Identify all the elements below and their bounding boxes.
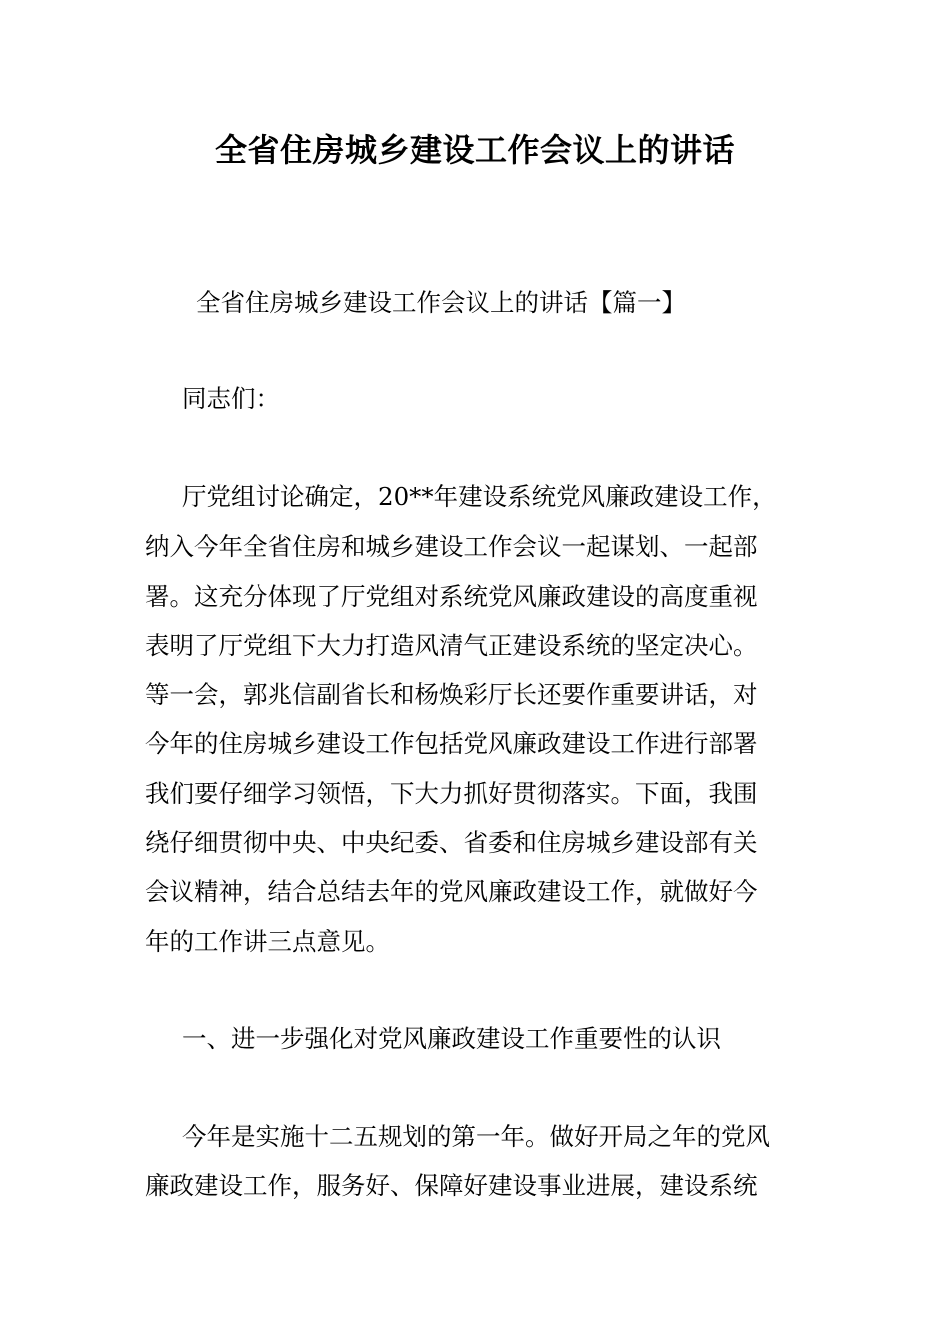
paragraph-line: 纳入今年全省住房和城乡建设工作会议一起谋划、一起部 [145,532,758,561]
paragraph-line: 等一会，郭兆信副省长和杨焕彩厅长还要作重要讲话，对 [145,680,758,709]
paragraph-line: 表明了厅党组下大力打造风清气正建设系统的坚定决心。 [145,631,758,660]
paragraph-line: 年的工作讲三点意见。 [145,927,390,956]
paragraph-line: 署。这充分体现了厅党组对系统党风廉政建设的高度重视 [145,582,758,611]
paragraph-line: 我们要仔细学习领悟，下大力抓好贯彻落实。下面，我围 [145,779,758,808]
paragraph-line: 廉政建设工作，服务好、保障好建设事业进展，建设系统 [145,1171,758,1200]
paragraph-line: 今年是实施十二五规划的第一年。做好开局之年的党风 [182,1122,770,1151]
salutation: 同志们： [182,384,280,413]
article-subtitle: 全省住房城乡建设工作会议上的讲话【篇一】 [196,288,686,317]
paragraph-line: 会议精神，结合总结去年的党风廉政建设工作，就做好今 [145,877,758,906]
paragraph-line: 绕仔细贯彻中央、中央纪委、省委和住房城乡建设部有关 [145,828,758,857]
section-heading: 一、进一步强化对党风廉政建设工作重要性的认识 [182,1024,721,1053]
paragraph-line: 厅党组讨论确定，20**年建设系统党风廉政建设工作， [182,482,777,511]
paragraph-line: 今年的住房城乡建设工作包括党风廉政建设工作进行部署 [145,729,758,758]
document-title: 全省住房城乡建设工作会议上的讲话 [214,131,735,169]
